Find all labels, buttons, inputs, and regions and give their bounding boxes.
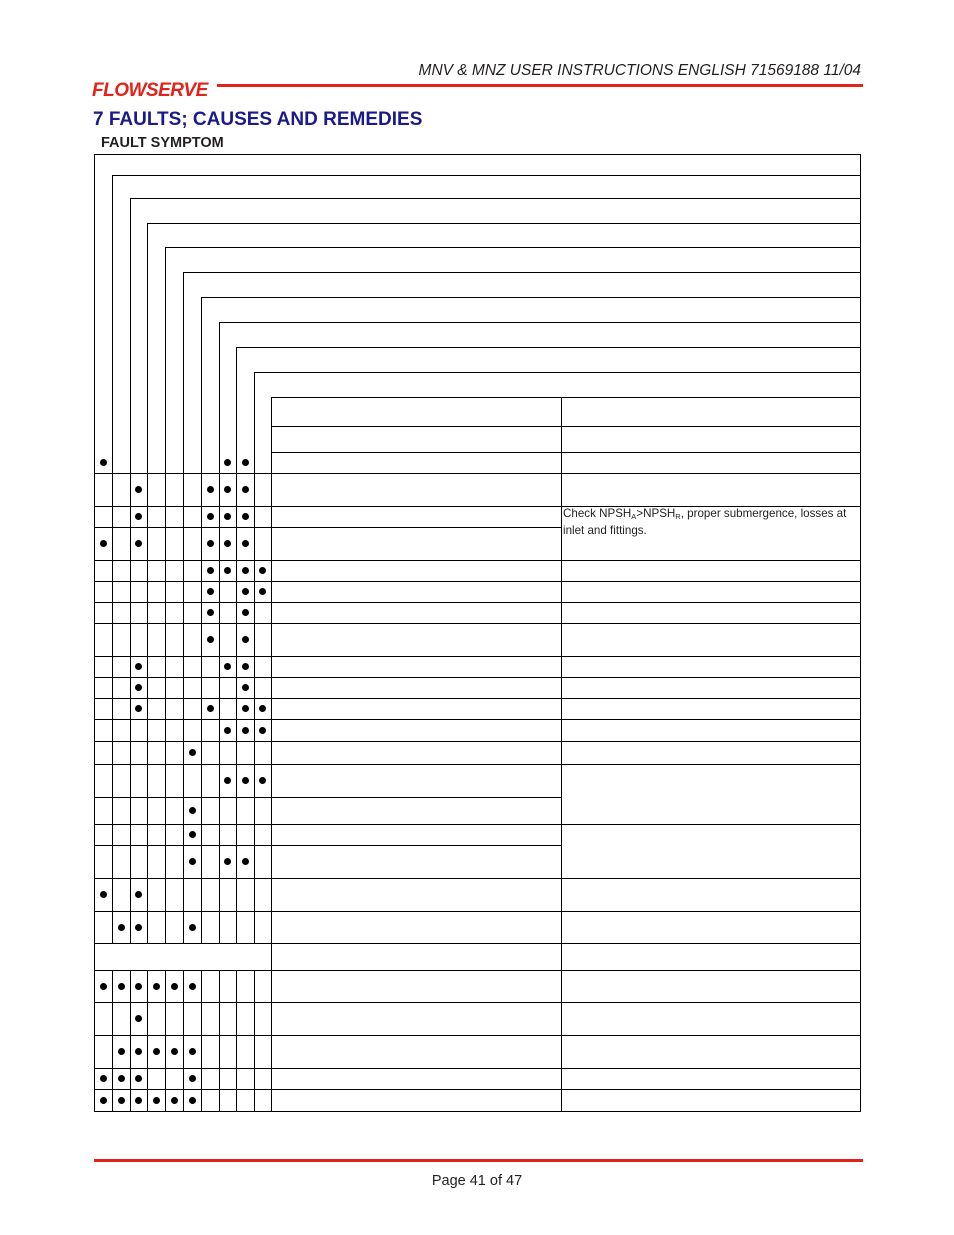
fault-marker-dot [224, 663, 231, 670]
table-rule [561, 602, 861, 603]
fault-marker-dot [153, 1048, 160, 1055]
fault-marker-dot [224, 858, 231, 865]
table-rule [561, 741, 861, 742]
table-rule [561, 473, 861, 474]
table-rule [94, 824, 562, 825]
fault-marker-dot [189, 807, 196, 814]
table-rule [94, 623, 562, 624]
remedy-cell [563, 507, 858, 538]
table-rule [561, 581, 861, 582]
fault-marker-dot [189, 749, 196, 756]
table-rule [561, 1089, 861, 1090]
table-rule [201, 297, 861, 298]
table-rule [271, 452, 861, 453]
table-rule [219, 322, 861, 323]
npsh-text-part: R [675, 512, 681, 521]
table-rule [561, 656, 861, 657]
table-rule [94, 1089, 562, 1090]
table-rule [254, 372, 255, 1112]
fault-marker-dot [207, 540, 214, 547]
fault-marker-dot [135, 983, 142, 990]
fault-marker-dot [224, 486, 231, 493]
npsh-text-part: A [631, 512, 637, 521]
fault-marker-dot [135, 1048, 142, 1055]
section-title: 7 FAULTS; CAUSES AND REMEDIES [93, 109, 423, 130]
table-rule [561, 719, 861, 720]
fault-marker-dot [259, 567, 266, 574]
table-rule [561, 1002, 861, 1003]
fault-marker-dot [153, 1097, 160, 1104]
table-rule [94, 1002, 562, 1003]
fault-marker-dot [259, 727, 266, 734]
fault-marker-dot [189, 1097, 196, 1104]
fault-marker-dot [100, 891, 107, 898]
fault-marker-dot [135, 1097, 142, 1104]
fault-marker-dot [100, 540, 107, 547]
fault-marker-dot [242, 858, 249, 865]
npsh-text-part: >NPSH [636, 507, 676, 520]
fault-marker-dot [224, 459, 231, 466]
fault-marker-dot [242, 588, 249, 595]
fault-marker-dot [118, 983, 125, 990]
fault-marker-dot [189, 858, 196, 865]
fault-marker-dot [171, 983, 178, 990]
fault-marker-dot [135, 1075, 142, 1082]
fault-marker-dot [153, 983, 160, 990]
table-rule [94, 473, 562, 474]
table-rule [94, 797, 562, 798]
table-rule [561, 1111, 861, 1112]
table-rule [236, 347, 861, 348]
fault-marker-dot [207, 486, 214, 493]
fault-marker-dot [135, 891, 142, 898]
table-rule [94, 943, 562, 944]
table-rule [561, 677, 861, 678]
table-rule [147, 223, 861, 224]
fault-marker-dot [224, 567, 231, 574]
table-rule [236, 347, 237, 1112]
fault-marker-dot [135, 513, 142, 520]
fault-marker-dot [242, 727, 249, 734]
fault-marker-dot [189, 831, 196, 838]
fault-marker-dot [242, 684, 249, 691]
fault-marker-dot [189, 1048, 196, 1055]
table-rule [219, 322, 220, 1112]
document-title: MNV & MNZ USER INSTRUCTIONS ENGLISH 71569188 11/04 [418, 62, 861, 79]
page-number: Page 41 of 47 [431, 1173, 523, 1189]
fault-marker-dot [135, 540, 142, 547]
table-rule [94, 878, 562, 879]
fault-marker-dot [207, 705, 214, 712]
fault-marker-dot [242, 540, 249, 547]
table-rule [94, 741, 562, 742]
table-rule [165, 247, 166, 1112]
fault-marker-dot [189, 924, 196, 931]
fault-marker-dot [100, 1097, 107, 1104]
table-rule [94, 560, 562, 561]
fault-marker-dot [224, 513, 231, 520]
fault-marker-dot [207, 567, 214, 574]
table-rule [112, 175, 113, 1112]
table-rule [94, 698, 562, 699]
table-rule [561, 764, 861, 765]
table-rule [147, 223, 148, 1112]
svg-text:FLOWSERVE: FLOWSERVE [92, 80, 208, 101]
fault-marker-dot [100, 459, 107, 466]
remedy-divider [561, 397, 562, 1112]
table-rule [94, 1068, 562, 1069]
fault-marker-dot [242, 663, 249, 670]
table-rule [561, 943, 861, 944]
table-rule [561, 560, 861, 561]
table-rule [130, 198, 131, 1112]
fault-marker-dot [135, 1015, 142, 1022]
fault-marker-dot [207, 588, 214, 595]
table-rule [94, 719, 562, 720]
table-rule [561, 698, 861, 699]
table-rule [561, 1068, 861, 1069]
footer-rule [94, 1159, 863, 1162]
fault-marker-dot [242, 609, 249, 616]
band-cover [95, 944, 271, 970]
table-right-rule [860, 154, 861, 1112]
table-rule [94, 911, 562, 912]
fault-marker-dot [224, 540, 231, 547]
fault-marker-dot [259, 777, 266, 784]
table-rule [130, 198, 861, 199]
table-rule [94, 656, 562, 657]
table-rule [94, 602, 562, 603]
fault-marker-dot [242, 459, 249, 466]
fault-marker-dot [259, 705, 266, 712]
fault-marker-dot [171, 1097, 178, 1104]
table-rule [201, 297, 202, 1112]
fault-marker-dot [135, 663, 142, 670]
fault-marker-dot [135, 924, 142, 931]
fault-marker-dot [207, 513, 214, 520]
fault-marker-dot [135, 486, 142, 493]
fault-marker-dot [207, 636, 214, 643]
fault-marker-dot [242, 567, 249, 574]
fault-marker-dot [118, 1097, 125, 1104]
table-rule [112, 175, 861, 176]
table-rule [94, 764, 562, 765]
table-rule [94, 1035, 562, 1036]
fault-marker-dot [135, 705, 142, 712]
fault-marker-dot [118, 1048, 125, 1055]
table-rule [271, 397, 861, 398]
table-rule [561, 824, 861, 825]
fault-marker-dot [224, 727, 231, 734]
table-rule [94, 581, 562, 582]
fault-marker-dot [242, 777, 249, 784]
table-rule [165, 247, 861, 248]
fault-marker-dot [224, 777, 231, 784]
npsh-text-part: Check NPSH [563, 507, 632, 520]
table-rule [561, 878, 861, 879]
table-rule [183, 272, 861, 273]
table-rule [94, 506, 562, 507]
table-rule [271, 397, 272, 1112]
fault-marker-dot [135, 684, 142, 691]
table-rule [183, 272, 184, 1112]
table-rule [94, 527, 562, 528]
table-rule [94, 845, 562, 846]
npsh-text-part: , proper submergence, losses at inlet and fittings. [563, 507, 847, 538]
table-rule [94, 677, 562, 678]
table-rule [271, 426, 861, 427]
fault-marker-dot [242, 486, 249, 493]
table-rule [94, 1111, 562, 1112]
fault-marker-dot [100, 983, 107, 990]
table-rule [561, 623, 861, 624]
fault-symptom-title: FAULT SYMPTOM [101, 135, 224, 151]
fault-marker-dot [118, 924, 125, 931]
fault-marker-dot [189, 983, 196, 990]
fault-marker-dot [100, 1075, 107, 1082]
fault-marker-dot [242, 705, 249, 712]
table-rule [271, 943, 272, 971]
fault-marker-dot [189, 1075, 196, 1082]
fault-marker-dot [259, 588, 266, 595]
fault-marker-dot [118, 1075, 125, 1082]
fault-marker-dot [242, 513, 249, 520]
table-rule [94, 154, 861, 155]
fault-marker-dot [171, 1048, 178, 1055]
table-rule [254, 372, 861, 373]
table-rule [561, 911, 861, 912]
table-rule [561, 1035, 861, 1036]
fault-marker-dot [242, 636, 249, 643]
table-rule [94, 970, 861, 971]
fault-marker-dot [207, 609, 214, 616]
